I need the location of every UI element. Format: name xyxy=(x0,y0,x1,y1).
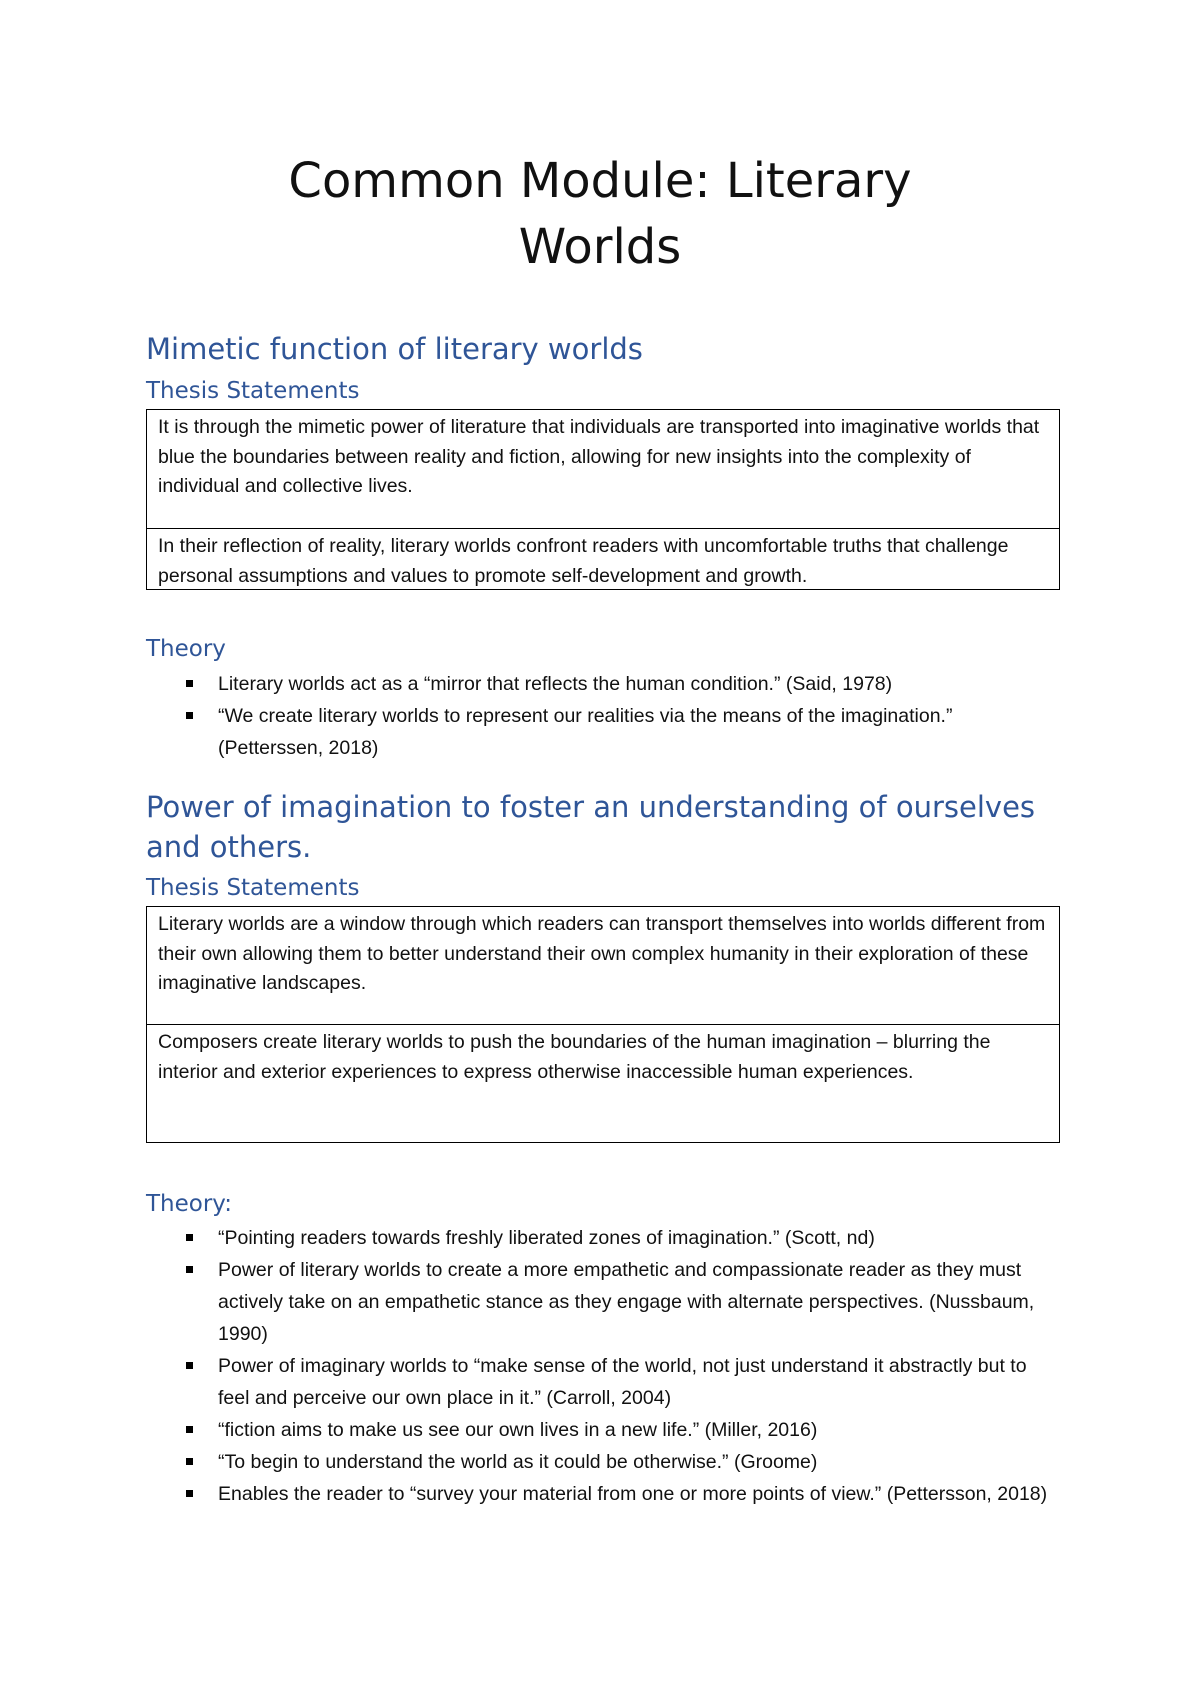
square-bullet-icon xyxy=(186,1266,193,1273)
theory-point-text: Power of imaginary worlds to “make sense of the world, not just understand it abstractly but to feel and perceive our own place in it.” (Carroll, 2004) xyxy=(218,1355,1027,1409)
square-bullet-icon xyxy=(186,1362,193,1369)
list-item xyxy=(172,1478,1052,1510)
list-item xyxy=(172,1446,1052,1478)
thesis-statement-cell: Literary worlds are a window through which readers can transport themselves into worlds different from their own allowing them to better understand their own complex humanity in their exploration of these imaginative landscapes. xyxy=(158,913,1046,994)
section-heading-mimetic-function: Mimetic function of literary worlds xyxy=(146,332,643,366)
thesis-statements-heading: Thesis Statements xyxy=(146,875,360,901)
square-bullet-icon xyxy=(186,1426,193,1433)
theory-point-text: “fiction aims to make us see our own lives in a new life.” (Miller, 2016) xyxy=(218,1419,818,1441)
theory-point-text: “We create literary worlds to represent our realities via the means of the imagination.” (Petterssen, 2018) xyxy=(218,705,953,759)
theory-point-text: “Pointing readers towards freshly liberated zones of imagination.” (Scott, nd) xyxy=(218,1227,875,1249)
theory-heading: Theory: xyxy=(146,1191,232,1217)
list-item xyxy=(172,700,1052,764)
list-item xyxy=(172,1254,1052,1350)
thesis-statements-table xyxy=(146,409,1060,590)
thesis-statement-cell: It is through the mimetic power of literature that individuals are transported into imaginative worlds that blue the boundaries between reality and fiction, allowing for new insights into the complexity of individual and collective lives. xyxy=(158,416,1040,497)
list-item xyxy=(172,1350,1052,1414)
document-title: Common Module: Literary Worlds xyxy=(288,153,912,275)
theory-point-text: “To begin to understand the world as it could be otherwise.” (Groome) xyxy=(218,1451,818,1473)
thesis-statement-cell: In their reflection of reality, literary worlds confront readers with uncomfortable truths that challenge personal assumptions and values to promote self-development and growth. xyxy=(147,528,1059,589)
thesis-statement-cell: Composers create literary worlds to push the boundaries of the human imagination – blurring the interior and exterior experiences to express otherwise inaccessible human experiences. xyxy=(147,1024,1059,1142)
thesis-statements-heading: Thesis Statements xyxy=(146,378,360,404)
theory-list xyxy=(172,668,1052,764)
square-bullet-icon xyxy=(186,1458,193,1465)
square-bullet-icon xyxy=(186,680,193,687)
square-bullet-icon xyxy=(186,1490,193,1497)
theory-heading: Theory xyxy=(146,636,226,662)
theory-point-text: Literary worlds act as a “mirror that reflects the human condition.” (Said, 1978) xyxy=(218,673,893,695)
theory-point-text: Enables the reader to “survey your material from one or more points of view.” (Pettersson, 2018) xyxy=(218,1483,1048,1505)
section-heading-power-of-imagination: Power of imagination to foster an understanding of ourselves and others. xyxy=(146,790,1036,864)
list-item xyxy=(172,668,1052,700)
thesis-statements-table xyxy=(146,906,1060,1143)
square-bullet-icon xyxy=(186,712,193,719)
list-item xyxy=(172,1414,1052,1446)
theory-list xyxy=(172,1222,1052,1510)
theory-point-text: Power of literary worlds to create a more empathetic and compassionate reader as they must actively take on an empathetic stance as they engage with alternate perspectives. (Nussbaum, 1990) xyxy=(218,1259,1035,1345)
list-item xyxy=(172,1222,1052,1254)
square-bullet-icon xyxy=(186,1234,193,1241)
